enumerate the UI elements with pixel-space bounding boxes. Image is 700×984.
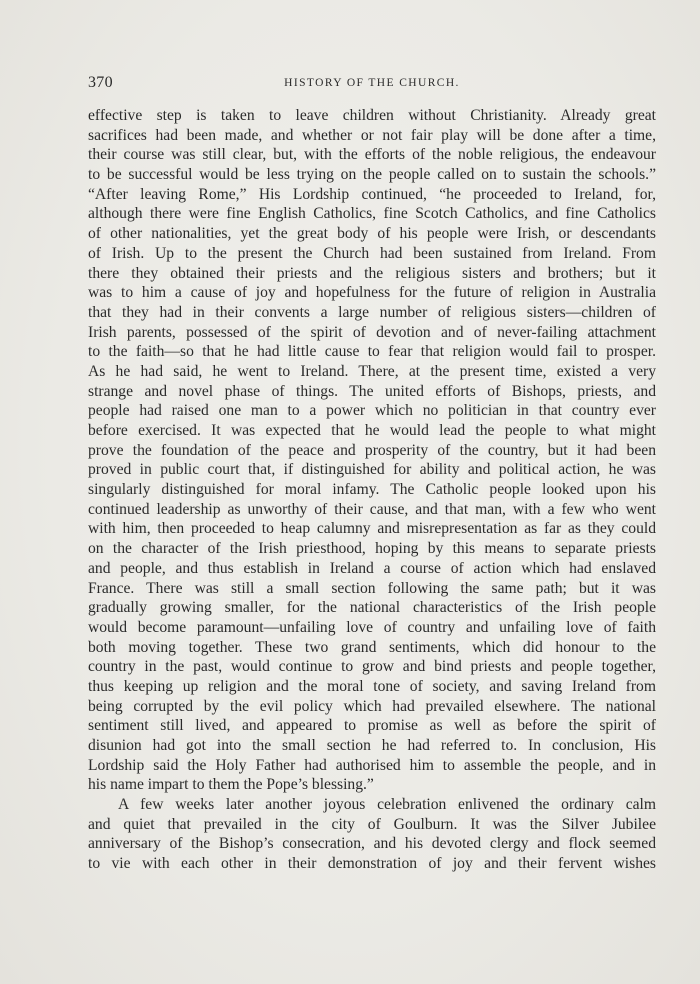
text-line: with him, then proceeded to heap calumny and misrepresentation as far as they could (88, 520, 656, 538)
text-line: sentiment still lived, and appeared to promise as well as before the spirit of (88, 717, 656, 735)
text-line: Lordship said the Holy Father had authorised him to assemble the people, and in (88, 756, 656, 774)
text-line: to the faith—so that he had little cause to fear that religion would fail to prosper. (88, 343, 656, 361)
text-line: both moving together. These two grand sentiments, which did honour to the (88, 638, 656, 656)
text-line: anniversary of the Bishop’s consecration, and his devoted clergy and flock seemed (88, 835, 656, 853)
text-line: to vie with each other in their demonstration of joy and their fervent wishes (88, 855, 656, 873)
text-line: effective step is taken to leave children without Christianity. Already great (88, 107, 656, 124)
text-line: proved in public court that, if distinguished for ability and political action, he was (88, 461, 656, 479)
text-line: people had raised one man to a power which no politician in that country ever (88, 402, 656, 420)
text-line: disunion had got into the small section he had referred to. In conclusion, His (88, 737, 656, 754)
text-line: before exercised. It was expected that he would lead the people to what might (88, 422, 656, 439)
text-line: on the character of the Irish priesthood, hoping by this means to separate priests (88, 540, 656, 558)
text-line: would become paramount—unfailing love of country and unfailing love of faith (88, 618, 656, 636)
text-line: there they obtained their priests and the religious sisters and brothers; but it (88, 264, 656, 282)
text-line: and people, and thus establish in Ireland a course of action which had enslaved (88, 559, 656, 577)
text-line: thus keeping up religion and the moral tone of society, and saving Ireland from (88, 677, 656, 695)
text-line: country in the past, would continue to grow and bind priests and people together, (88, 658, 656, 676)
text-line: although there were fine English Catholics, fine Scotch Catholics, and fine Catholics (88, 205, 656, 223)
text-line: strange and novel phase of things. The united efforts of Bishops, priests, and (88, 382, 656, 400)
text-line: their course was still clear, but, with the efforts of the noble religious, the endeavour (88, 146, 656, 164)
page-number: 370 (88, 74, 113, 91)
text-line: that they had in their convents a large number of religious sisters—children of (88, 303, 656, 321)
text-line: “After leaving Rome,” His Lordship continued, “he proceeded to Ireland, for, (88, 185, 656, 203)
text-line: his name impart to them the Pope’s blessing.” (88, 776, 374, 794)
text-line: As he had said, he went to Ireland. There, at the present time, existed a very (88, 362, 656, 380)
text-line: France. There was still a small section following the same path; but it was (88, 579, 656, 597)
text-line: to be successful would be less trying on the people called on to sustain the schools.” (88, 166, 656, 184)
text-line: Irish parents, possessed of the spirit of devotion and of never-failing attachment (88, 323, 656, 341)
paragraph-first-line: A few weeks later another joyous celebration enlivened the ordinary calm (118, 796, 656, 814)
running-head (88, 74, 656, 94)
text-line: was to him a cause of joy and hopefulness for the future of religion in Australia (88, 284, 656, 302)
text-line: continued leadership as unworthy of their cause, and that man, with a few who went (88, 500, 656, 518)
text-line: sacrifices had been made, and whether or not fair play will be done after a time, (88, 126, 656, 144)
body-text (88, 106, 656, 874)
text-line: of other nationalities, yet the great body of his people were Irish, or descendants (88, 225, 656, 243)
text-line: of Irish. Up to the present the Church had been sustained from Ireland. From (88, 244, 656, 262)
text-line: gradually growing smaller, for the national characteristics of the Irish people (88, 599, 656, 617)
text-line: singularly distinguished for moral infamy. The Catholic people looked upon his (88, 481, 656, 499)
text-line: being corrupted by the evil policy which had prevailed elsewhere. The national (88, 697, 656, 715)
running-title: HISTORY OF THE CHURCH. (284, 77, 460, 89)
text-line: and quiet that prevailed in the city of Goulburn. It was the Silver Jubilee (88, 815, 656, 833)
text-line: prove the foundation of the peace and prosperity of the country, but it had been (88, 441, 656, 459)
